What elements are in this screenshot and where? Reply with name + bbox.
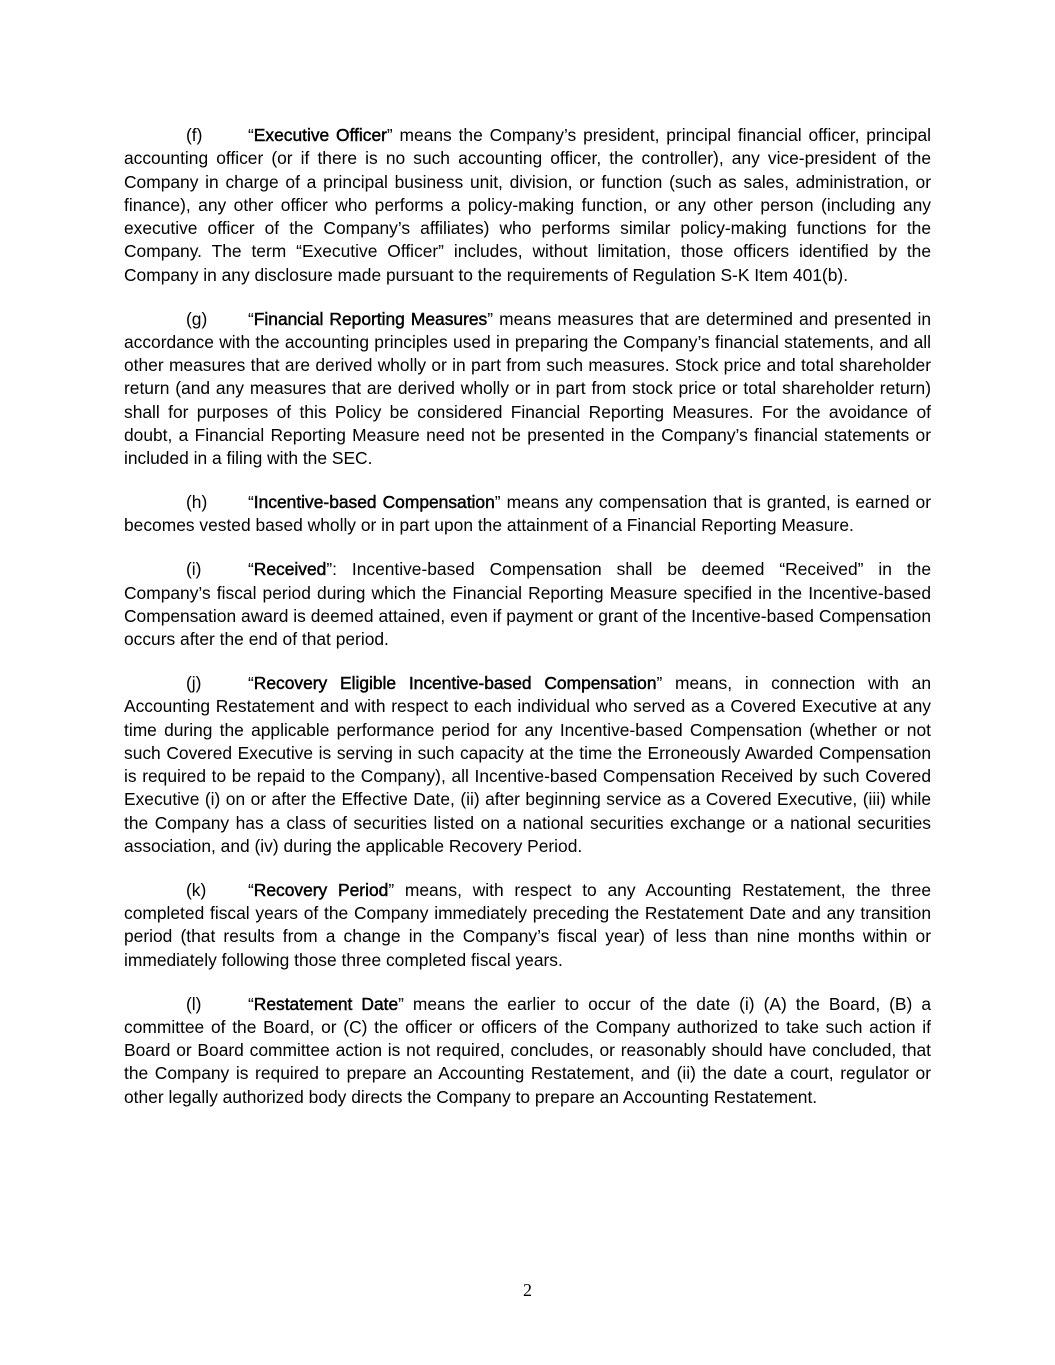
open-quote: “ — [248, 559, 254, 580]
close-quote: ” — [326, 559, 333, 580]
open-quote: “ — [248, 125, 254, 145]
close-quote: ” — [398, 993, 404, 1014]
definition-paragraph-h — [124, 491, 931, 538]
defined-term: Incentive-based Compensation — [253, 492, 495, 513]
defined-term: Received — [253, 559, 327, 580]
defined-term: Recovery Eligible Incentive-based Compensation — [253, 672, 657, 693]
definition-paragraph-l — [124, 993, 931, 1109]
definition-paragraph-f — [124, 124, 931, 287]
definition-text: means, with respect to any Accounting Restatement, the three completed fiscal years of the Company immediately preceding the Restatement Date and any transition period (that results from a change in the Company’s fiscal year) of less than nine months within or immediately following those three completed fiscal years. — [124, 879, 931, 970]
defined-term: Financial Reporting Measures — [253, 308, 488, 329]
definition-text: means measures that are determined and presented in accordance with the accounting principles used in preparing the Company’s financial statements, and all other measures that are derived wholly or in part from such measures. Stock price and total shareholder return (and any measures that are derived wholly or in part from stock price or total shareholder return) shall for purposes of this Policy be considered Financial Reporting Measures. For the avoidance of doubt, a Financial Reporting Measure need not be presented in the Company’s financial statements or included in a filing with the SEC. — [124, 308, 931, 469]
definition-paragraph-j — [124, 672, 931, 858]
paragraph-label: (i) — [186, 559, 202, 580]
defined-term: Executive Officer — [253, 125, 387, 145]
definition-paragraph-k — [124, 879, 931, 972]
paragraph-label: (h) — [186, 492, 208, 513]
definition-text: means the earlier to occur of the date (i) (A) the Board, (B) a committee of the Board, or (C) the officer or officers of the Company authorized to take such action if Board or Board committee action is not required, concludes, or reasonably should have concluded, that the Company is required to prepare an Accounting Restatement, and (ii) the date a court, regulator or other legally authorized body directs the Company to prepare an Accounting Restatement. — [124, 993, 931, 1107]
open-quote: “ — [248, 308, 254, 329]
paragraph-label: (l) — [186, 993, 202, 1014]
close-quote: ” — [386, 125, 393, 145]
definition-text: means, in connection with an Accounting Restatement and with respect to each individual who served as a Covered Executive at any time during the applicable performance period for any Incentive-based Compensation (whether or not such Covered Executive is serving in such capacity at the time the Erroneously Awarded Compensation is required to be repaid to the Company), all Incentive-based Compensation Received by such Covered Executive (i) on or after the Effective Date, (ii) after beginning service as a Covered Executive, (iii) while the Company has a class of securities listed on a national securities exchange or a national securities association, and (iv) during the applicable Recovery Period. — [124, 672, 931, 857]
open-quote: “ — [248, 492, 254, 513]
close-quote: ” — [388, 879, 395, 900]
paragraph-label: (j) — [186, 672, 202, 693]
paragraph-label: (f) — [186, 125, 203, 145]
definition-text: means the Company’s president, principal financial officer, principal accounting officer (or if there is no such accounting officer, the controller), any vice-president of the Company in charge of a principal business unit, division, or function (such as sales, administration, or finance), any other officer who performs a policy-making function, or any other person (including any executive officer of the Company’s affiliates) who performs similar policy-making functions for the Company. The term “Executive Officer” includes, without limitation, those officers identified by the Company in any disclosure made pursuant to the requirements of Regulation S-K Item 401(b). — [124, 125, 931, 285]
definition-text: means any compensation that is granted, is earned or becomes vested based wholly or in part upon the attainment of a Financial Reporting Measure. — [124, 492, 931, 536]
close-quote: ” — [656, 672, 663, 693]
definitions-body — [124, 124, 931, 1129]
paragraph-label: (k) — [186, 879, 207, 900]
definition-paragraph-i — [124, 558, 931, 651]
close-quote: ” — [487, 308, 494, 329]
defined-term: Restatement Date — [253, 993, 399, 1014]
close-quote: ” — [494, 492, 501, 513]
open-quote: “ — [248, 993, 254, 1014]
open-quote: “ — [248, 879, 254, 900]
definition-paragraph-g — [124, 308, 931, 471]
open-quote: “ — [248, 672, 254, 693]
defined-term: Recovery Period — [253, 879, 389, 900]
paragraph-label: (g) — [186, 308, 208, 329]
page-number: 2 — [523, 1280, 532, 1300]
definition-text: : Incentive-based Compensation shall be deemed “Received” in the Company’s fiscal period during which the Financial Reporting Measure specified in the Incentive-based Compensation award is deemed attained, even if payment or grant of the Incentive-based Compensation occurs after the end of that period. — [124, 559, 931, 650]
